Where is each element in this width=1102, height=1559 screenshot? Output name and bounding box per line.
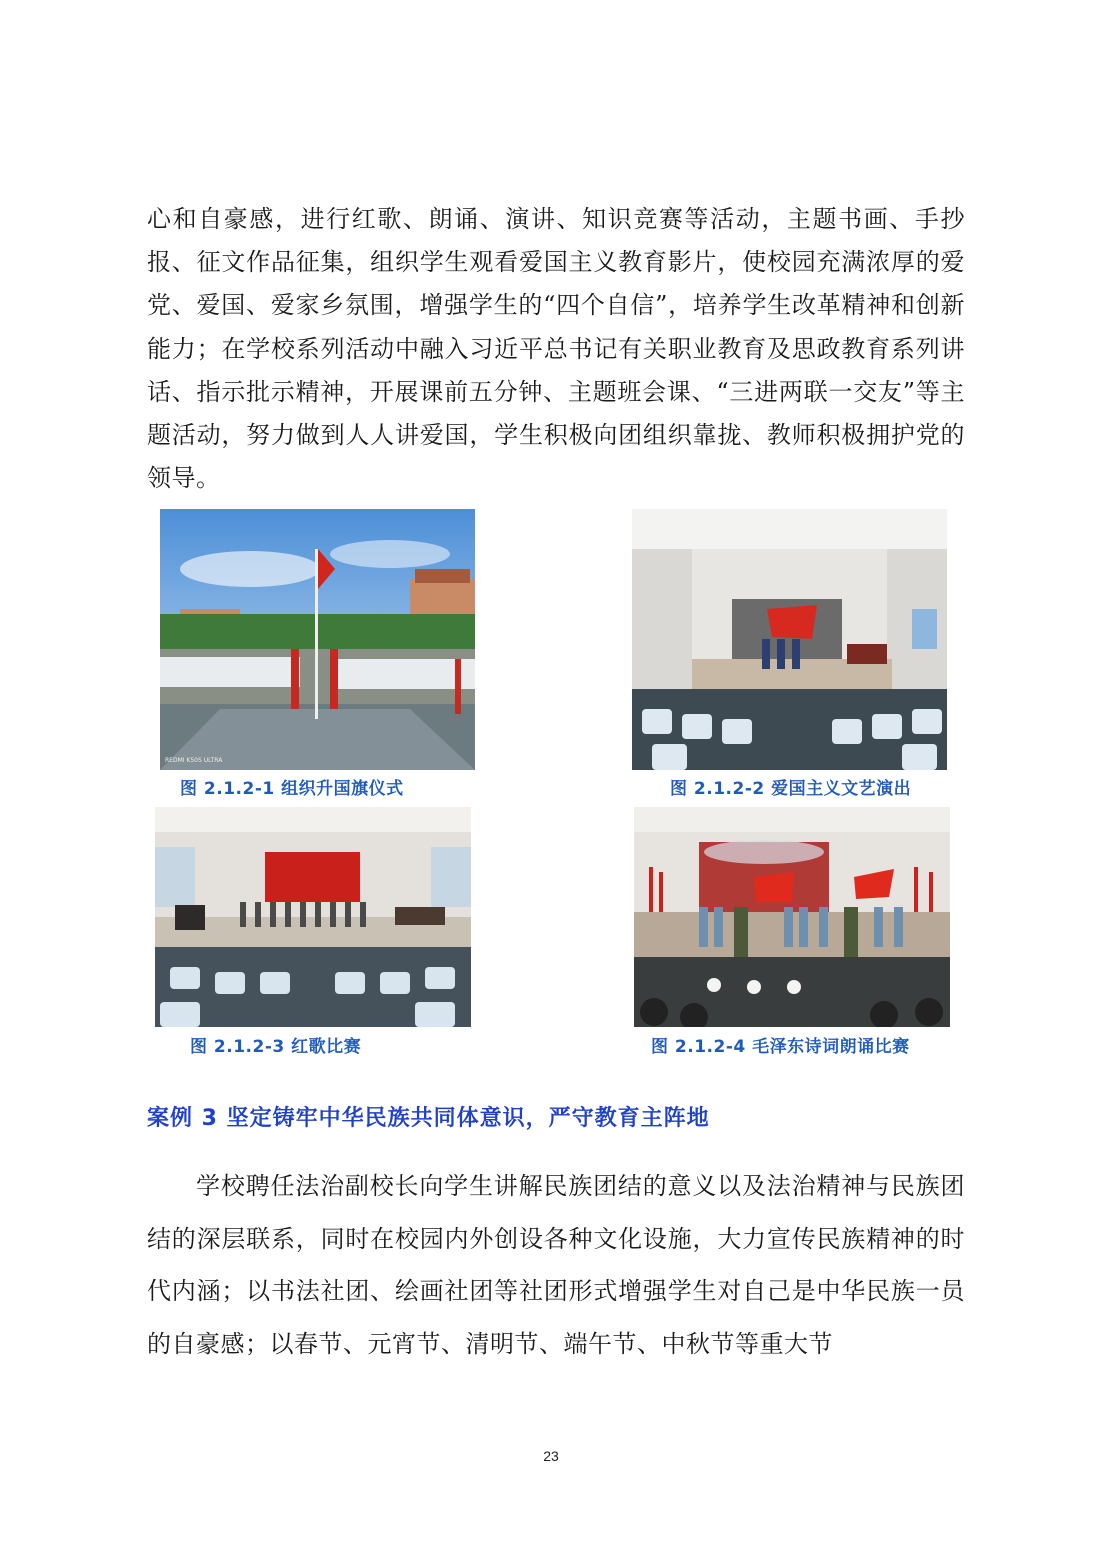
figure-photo-poetry (634, 807, 950, 1027)
figure-photo-red-song (155, 807, 471, 1027)
figure-photo-flag-raising (160, 509, 475, 770)
figure-caption-3: 图 2.1.2-3 红歌比赛 (190, 1037, 362, 1057)
figure-caption-2: 图 2.1.2-2 爱国主义文艺演出 (670, 779, 912, 799)
section-heading: 案例 3 坚定铸牢中华民族共同体意识，严守教育主阵地 (147, 1106, 710, 1131)
body-paragraph-1: 心和自豪感，进行红歌、朗诵、演讲、知识竞赛等活动，主题书画、手抄报、征文作品征集，组织学生观看爱国主义教育影片，使校园充满浓厚的爱党、爱国、爱家乡氛围，增强学生的“四个自信”，培养学生改革精神和创新能力；在学校系列活动中融入习近平总书记有关职业教育及思政教育系列讲话、指示批示精神，开展课前五分钟、主题班会课、“三进两联一交友”等主题活动，努力做到人人讲爱国，学生积极向团组织靠拢、教师积极拥护党的领导。 (147, 205, 965, 493)
photo-watermark: REDMI K50S ULTRA (165, 757, 223, 764)
body-paragraph-2: 学校聘任法治副校长向学生讲解民族团结的意义以及法治精神与民族团结的深层联系，同时在校园内外创设各种文化设施，大力宣传民族精神的时代内涵；以书法社团、绘画社团等社团形式增强学生对自己是中华民族一员的自豪感；以春节、元宵节、清明节、端午节、中秋节等重大节 (147, 1172, 965, 1358)
figure-caption-4: 图 2.1.2-4 毛泽东诗词朗诵比赛 (651, 1037, 910, 1057)
page-number: 23 (543, 1448, 559, 1464)
figure-photo-performance (632, 509, 947, 770)
figure-caption-1: 图 2.1.2-1 组织升国旗仪式 (180, 779, 404, 799)
